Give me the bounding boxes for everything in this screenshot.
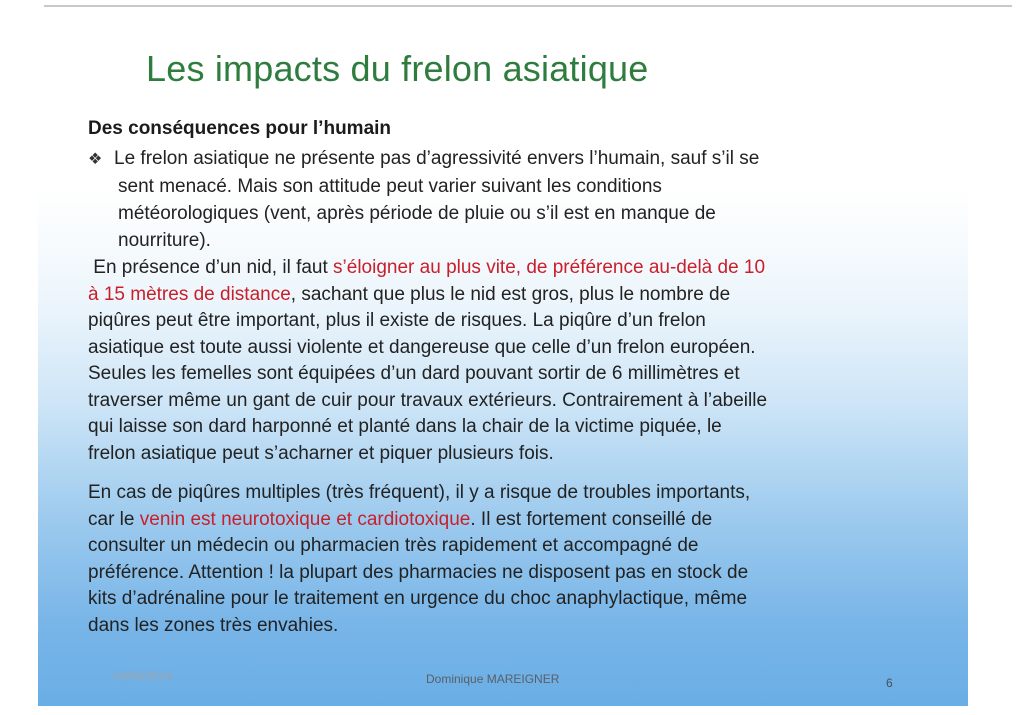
section-subtitle: Des conséquences pour l’humain [88,118,392,139]
footer-date: 19/06/2024 [112,669,173,683]
bullet-text-1: Le frelon asiatique ne présente pas d’agressivité envers l’humain, sauf s’il se [114,148,760,169]
bullet-paragraph [88,145,928,254]
paragraph1-line-5: Seules les femelles sont équipées d’un dard pouvant sortir de 6 millimètres et [88,363,740,384]
paragraph-nest-proximity [88,255,948,467]
paragraph1-line-4: asiatique est toute aussi violente et dangereuse que celle d’un frelon européen. [88,336,756,358]
paragraph-multiple-stings [88,480,948,639]
paragraph2-line-2-prefix: car le [88,508,140,530]
diamond-bullet-icon: ❖ [88,151,103,168]
paragraph1-line-1-prefix: En présence d’un nid, il faut [88,257,334,278]
paragraph2-line-5: kits d’adrénaline pour le traitement en urgence du choc anaphylactique, même [88,588,748,609]
footer-page-number: 6 [886,676,893,690]
slide [38,24,968,706]
paragraph2-line-4: préférence. Attention ! la plupart des pharmacies ne disposent pas en stock de [88,561,749,583]
slide-title: Les impacts du frelon asiatique [146,48,649,89]
paragraph2-line-1: En cas de piqûres multiples (très fréquent), il y a risque de troubles importants, [88,482,751,503]
bullet-line-1 [88,145,928,173]
footer-author: Dominique MAREIGNER [426,672,560,686]
paragraph2-line-2 [88,507,948,534]
bullet-line-2: sent menacé. Mais son attitude peut varier suivant les conditions [118,176,662,197]
paragraph1-line-6: traverser même un gant de cuir pour travaux extérieurs. Contrairement à l’abeille [88,389,768,411]
paragraph1-line-8: frelon asiatique peut s’acharner et piquer plusieurs fois. [88,442,554,464]
paragraph1-line-2 [88,282,948,309]
highlight-venom-toxicity: venin est neurotoxique et cardiotoxique [139,508,471,530]
paragraph2-line-3: consulter un médecin ou pharmacien très rapidement et accompagné de [88,535,699,556]
paragraph1-line-3: piqûres peut être important, plus il existe de risques. La piqûre d’un frelon [88,310,706,331]
paragraph1-line-2-suffix: , sachant que plus le nid est gros, plus le nombre de [290,283,731,305]
paragraph1-line-7: qui laisse son dard harponné et planté dans la chair de la victime piquée, le [88,416,722,437]
paragraph2-line-2-suffix: . Il est fortement conseillé de [470,508,713,530]
highlight-distance-advice-end: à 15 mètres de distance [88,283,291,305]
bullet-line-3: météorologiques (vent, après période de pluie ou s’il est en manque de [118,203,716,224]
page-top-rule [44,5,1012,7]
highlight-distance-advice: s’éloigner au plus vite, de préférence au-delà de 10 [333,257,766,278]
paragraph2-line-6: dans les zones très envahies. [88,614,339,636]
bullet-line-4: nourriture). [118,230,211,251]
paragraph1-line-1 [88,255,948,282]
